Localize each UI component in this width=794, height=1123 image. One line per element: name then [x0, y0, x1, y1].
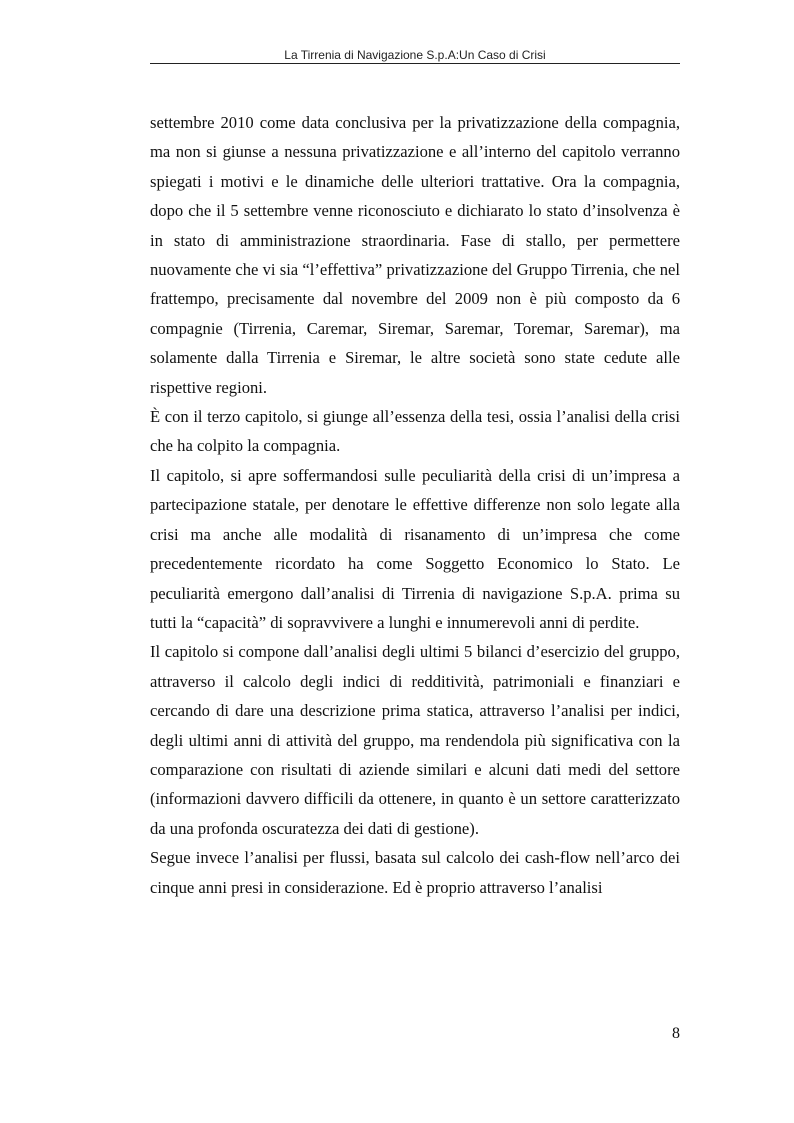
paragraph-1: settembre 2010 come data conclusiva per la privatizzazione della compagnia, ma non si giunse a nessuna privatizzazione e all’interno del capitolo verranno spiegati i motivi e le dinamiche delle ulteriori trattative. Ora la compagnia, dopo che il 5 settembre venne riconosciuto e dichiarato lo stato d’insolvenza è in stato di amministrazione straordinaria. Fase di stallo, per permettere nuovamente che vi sia “l’effettiva” privatizzazione del Gruppo Tirrenia, che nel frattempo, precisamente dal novembre del 2009 non è più composto da 6 compagnie (Tirrenia, Caremar, Siremar, Saremar, Toremar, Saremar), ma solamente dalla Tirrenia e Siremar, le altre società sono state cedute alle rispettive regioni.	[150, 113, 680, 397]
running-header: La Tirrenia di Navigazione S.p.A:Un Caso di Crisi	[150, 47, 680, 64]
paragraph-3: Il capitolo, si apre soffermandosi sulle peculiarità della crisi di un’impresa a partecipazione statale, per denotare le effettive differenze non solo legate alla crisi ma anche alle modalità di risanamento di un’impresa che come precedentemente ricordato ha come Soggetto Economico lo Stato. Le peculiarità emergono dall’analisi di Tirrenia di navigazione S.p.A. prima su tutti la “capacità” di sopravvivere a lunghi e innumerevoli anni di perdite.	[150, 465, 680, 632]
paragraph-4: Il capitolo si compone dall’analisi degli ultimi 5 bilanci d’esercizio del gruppo, attraverso il calcolo degli indici di redditività, patrimoniali e finanziari e cercando di dare una descrizione prima statica, attraverso l’analisi per indici, degli ultimi anni di attività del gruppo, ma rendendola più significativa con la comparazione con risultati di aziende similari e alcuni dati medi del settore (informazioni davvero difficili da ottenere, in quanto è un settore caratterizzato da una profonda oscuratezza dei dati di gestione).	[150, 642, 680, 838]
paragraph-5: Segue invece l’analisi per flussi, basata sul calcolo dei cash-flow nell’arco dei cinque anni presi in considerazione. Ed è proprio attraverso l’analisi	[150, 848, 680, 897]
paragraph-2: È con il terzo capitolo, si giunge all’essenza della tesi, ossia l’analisi della crisi che ha colpito la compagnia.	[150, 407, 680, 456]
page-number: 8	[672, 1025, 680, 1042]
body-text	[150, 108, 680, 902]
